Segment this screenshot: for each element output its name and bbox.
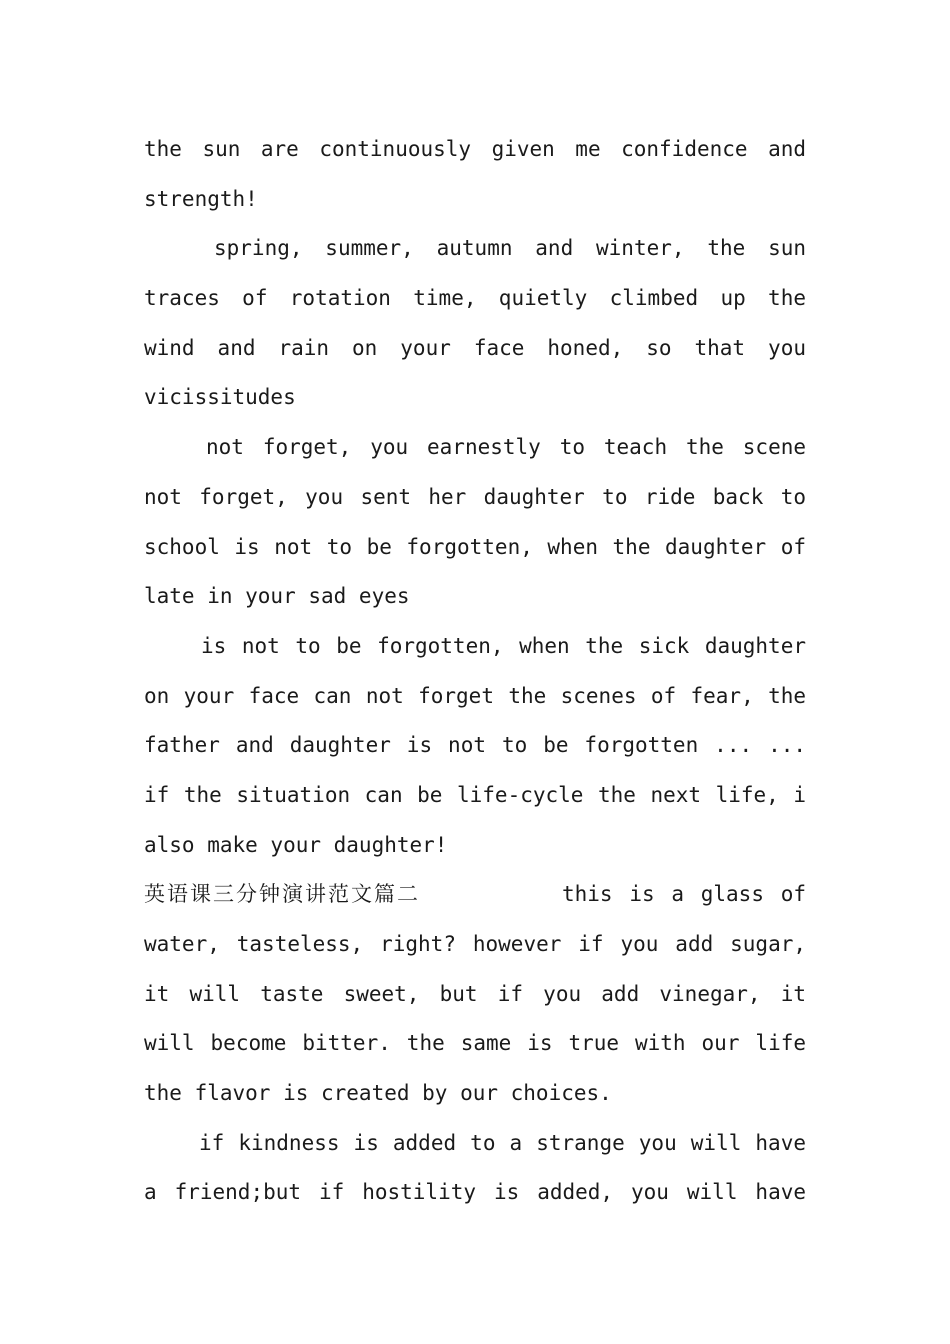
section-first-line-text: this is a glass of	[562, 882, 806, 907]
text-line: strength!	[144, 186, 258, 211]
text-line: wind and rain on your face honed, so that you	[144, 335, 806, 360]
text-line: not forget, you sent her daughter to ride back to	[144, 484, 806, 509]
text-line: a friend;but if hostility is added, you will have	[144, 1180, 806, 1205]
text-line: also make your daughter!	[144, 832, 448, 857]
text-line: if kindness is added to a strange you will have	[199, 1130, 806, 1155]
text-line: vicissitudes	[144, 385, 296, 410]
text-line: school is not to be forgotten, when the daughter of	[144, 534, 806, 559]
text-line: late in your sad eyes	[144, 584, 410, 609]
text-line: not forget, you earnestly to teach the scene	[206, 435, 806, 460]
section-heading: 英语课三分钟演讲范文篇二	[144, 882, 420, 907]
text-line: water, tasteless, right? however if you add sugar,	[144, 932, 806, 956]
text-line: will become bitter. the same is true with our life	[144, 1031, 806, 1056]
text-line: traces of rotation time, quietly climbed up the	[144, 286, 806, 311]
text-line: spring, summer, autumn and winter, the sun	[214, 236, 806, 261]
text-line: the flavor is created by our choices.	[144, 1081, 612, 1106]
document-body	[144, 125, 806, 1218]
text-line: on your face can not forget the scenes of fear, the	[144, 683, 806, 708]
text-line: it will taste sweet, but if you add vinegar, it	[144, 981, 806, 1006]
text-line: father and daughter is not to be forgotten ... ...	[144, 733, 806, 758]
section-heading-line	[144, 870, 806, 920]
text-line: if the situation can be life-cycle the next life, i	[144, 782, 806, 807]
text-line: is not to be forgotten, when the sick daughter	[201, 633, 806, 658]
text-line: the sun are continuously given me confidence and	[144, 137, 806, 161]
